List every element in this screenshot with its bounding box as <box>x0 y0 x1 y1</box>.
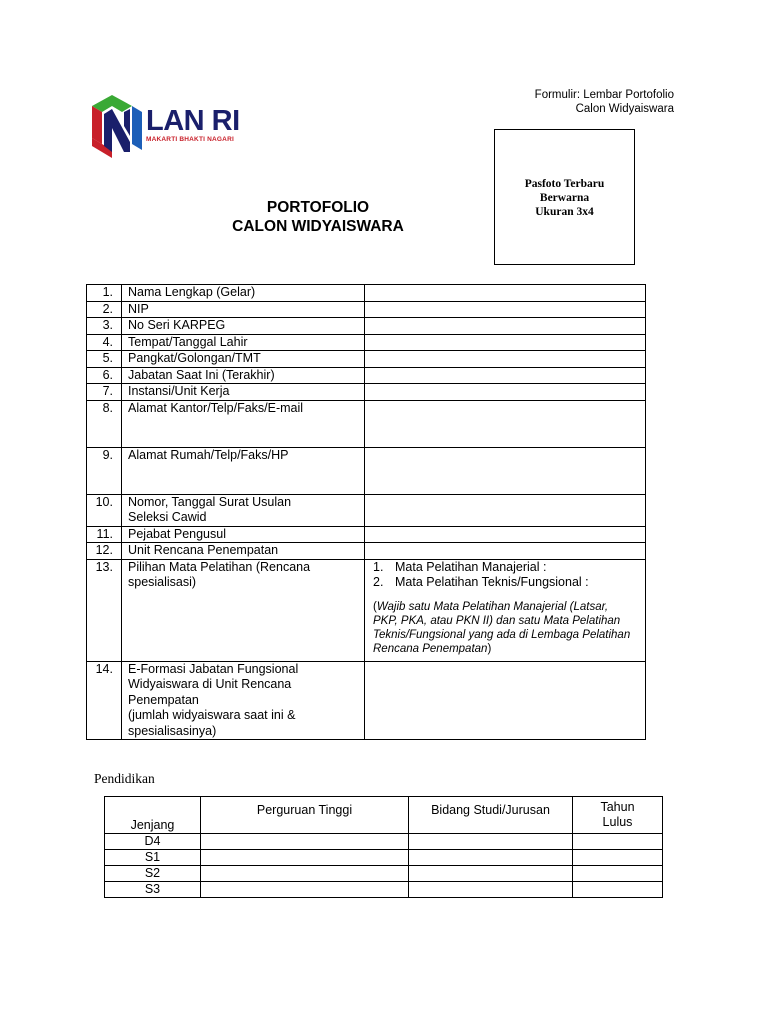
training-options-cell[interactable] <box>365 559 646 661</box>
row-number: 4. <box>87 334 122 351</box>
tahun-cell[interactable] <box>573 834 663 850</box>
field-value-cell[interactable] <box>365 661 646 740</box>
row-number: 10. <box>87 494 122 526</box>
tahun-cell[interactable] <box>573 882 663 898</box>
table-row <box>87 318 646 335</box>
row-number: 1. <box>87 285 122 302</box>
header-tahun-line1: Tahun <box>600 800 635 814</box>
field-label: Pejabat Pengusul <box>122 526 365 543</box>
education-header-row <box>105 797 663 834</box>
note-paren-open: ( <box>373 600 377 613</box>
note-paren-close: ) <box>487 642 492 655</box>
field-label-line: spesialisasi) <box>128 575 197 589</box>
field-value-cell[interactable] <box>365 526 646 543</box>
photo-line2: Berwarna <box>539 192 590 204</box>
field-value-cell[interactable] <box>365 285 646 302</box>
field-value-cell[interactable] <box>365 334 646 351</box>
bidang-cell[interactable] <box>409 834 573 850</box>
field-label: NIP <box>122 301 365 318</box>
title-line2: CALON WIDYAISWARA <box>232 218 404 235</box>
field-value-cell[interactable] <box>365 494 646 526</box>
jenjang-cell: S1 <box>105 850 201 866</box>
field-label <box>122 494 365 526</box>
form-note <box>470 88 674 116</box>
field-label-line: Seleksi Cawid <box>128 510 207 524</box>
perguruan-cell[interactable] <box>201 834 409 850</box>
row-number: 12. <box>87 543 122 560</box>
table-row <box>105 834 663 850</box>
bidang-cell[interactable] <box>409 866 573 882</box>
photo-line3: Ukuran 3x4 <box>535 206 594 218</box>
field-label <box>122 661 365 740</box>
field-label: Alamat Rumah/Telp/Faks/HP <box>122 447 365 494</box>
option-number: 1. <box>373 559 384 574</box>
field-label: Instansi/Unit Kerja <box>122 384 365 401</box>
row-number: 11. <box>87 526 122 543</box>
field-label: Tempat/Tanggal Lahir <box>122 334 365 351</box>
tahun-cell[interactable] <box>573 866 663 882</box>
form-note-line1: Formulir: Lembar Portofolio <box>534 89 674 101</box>
logo-name: LAN RI <box>146 105 240 137</box>
table-row <box>87 400 646 447</box>
tahun-cell[interactable] <box>573 850 663 866</box>
table-row <box>87 384 646 401</box>
title-line1: PORTOFOLIO <box>266 199 370 216</box>
field-value-cell[interactable] <box>365 367 646 384</box>
table-row <box>87 285 646 302</box>
photo-box <box>494 129 635 265</box>
field-label-line: spesialisasinya) <box>128 723 217 738</box>
education-table <box>104 796 663 898</box>
portfolio-table <box>86 284 646 740</box>
table-row <box>87 367 646 384</box>
table-row <box>87 661 646 740</box>
logo-tagline: MAKARTI BHAKTI NAGARI <box>146 136 234 143</box>
table-row <box>87 494 646 526</box>
row-number: 5. <box>87 351 122 368</box>
field-label-line: Nomor, Tanggal Surat Usulan <box>128 494 292 509</box>
photo-line1: Pasfoto Terbaru <box>524 178 605 190</box>
jenjang-cell: S3 <box>105 882 201 898</box>
field-value-cell[interactable] <box>365 384 646 401</box>
option-number: 2. <box>373 575 384 589</box>
row-number: 13. <box>87 559 122 661</box>
table-row <box>87 301 646 318</box>
field-label-line: (jumlah widyaiswara saat ini & <box>128 708 296 722</box>
option-label: Mata Pelatihan Teknis/Fungsional : <box>395 575 589 589</box>
table-row <box>87 334 646 351</box>
field-label-line: Penempatan <box>128 692 199 707</box>
field-value-cell[interactable] <box>365 351 646 368</box>
section-title-pendidikan: Pendidikan <box>94 771 155 786</box>
row-number: 6. <box>87 367 122 384</box>
field-label-line: Pilihan Mata Pelatihan (Rencana <box>128 559 311 574</box>
row-number: 14. <box>87 661 122 740</box>
row-number: 9. <box>87 447 122 494</box>
jenjang-cell: D4 <box>105 834 201 850</box>
table-row <box>105 850 663 866</box>
note-text: Wajib satu Mata Pelatihan Manajerial (Latsar, PKP, PKA, atau PKN II) dan satu Mata Pelatihan Teknis/Fungsional yang ada di Lembaga Pelatihan Rencana Penempatan <box>373 600 631 655</box>
header-jenjang: Jenjang <box>105 797 201 834</box>
table-row <box>87 526 646 543</box>
header-tahun-line2: Lulus <box>602 815 633 829</box>
page-title <box>196 198 440 236</box>
field-label: No Seri KARPEG <box>122 318 365 335</box>
table-row <box>87 559 646 661</box>
row-number: 7. <box>87 384 122 401</box>
training-note <box>373 600 645 656</box>
field-value-cell[interactable] <box>365 301 646 318</box>
photo-box-caption <box>495 177 634 219</box>
table-row <box>87 351 646 368</box>
table-row <box>87 447 646 494</box>
field-label: Pangkat/Golongan/TMT <box>122 351 365 368</box>
header-perguruan-tinggi: Perguruan Tinggi <box>201 797 409 834</box>
field-label <box>122 559 365 661</box>
bidang-cell[interactable] <box>409 850 573 866</box>
table-row <box>105 866 663 882</box>
bidang-cell[interactable] <box>409 882 573 898</box>
perguruan-cell[interactable] <box>201 866 409 882</box>
field-label: Nama Lengkap (Gelar) <box>122 285 365 302</box>
option-label: Mata Pelatihan Manajerial : <box>395 559 547 574</box>
header-bidang-studi: Bidang Studi/Jurusan <box>409 797 573 834</box>
row-number: 8. <box>87 400 122 447</box>
row-number: 2. <box>87 301 122 318</box>
perguruan-cell[interactable] <box>201 882 409 898</box>
jenjang-cell: S2 <box>105 866 201 882</box>
field-value-cell[interactable] <box>365 318 646 335</box>
field-value-cell[interactable] <box>365 400 646 447</box>
field-label: Jabatan Saat Ini (Terakhir) <box>122 367 365 384</box>
field-label-line: E-Formasi Jabatan Fungsional <box>128 661 299 676</box>
form-note-line2: Calon Widyaiswara <box>575 103 674 115</box>
header-tahun-lulus <box>573 797 663 834</box>
field-label-line: Widyaiswara di Unit Rencana <box>128 677 292 691</box>
perguruan-cell[interactable] <box>201 850 409 866</box>
table-row <box>87 543 646 560</box>
row-number: 3. <box>87 318 122 335</box>
field-label: Unit Rencana Penempatan <box>122 543 365 560</box>
field-label: Alamat Kantor/Telp/Faks/E-mail <box>122 400 365 447</box>
table-row <box>105 882 663 898</box>
training-option <box>373 560 645 576</box>
field-value-cell[interactable] <box>365 543 646 560</box>
field-value-cell[interactable] <box>365 447 646 494</box>
training-option <box>373 575 645 591</box>
